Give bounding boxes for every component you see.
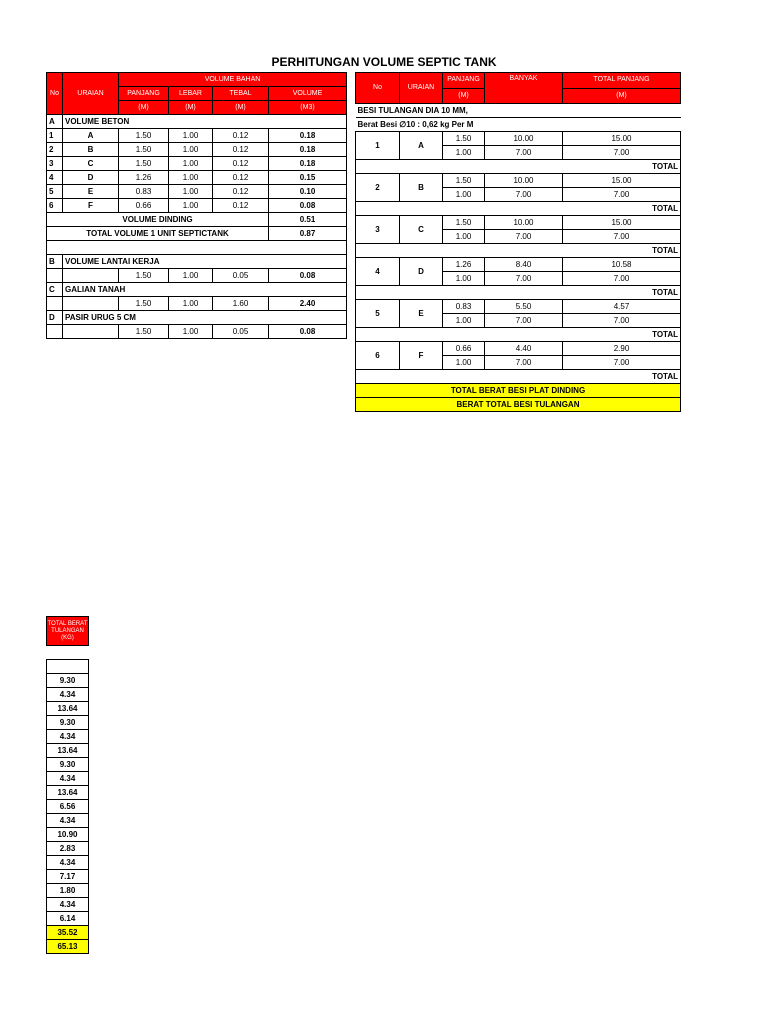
tebal-cell: 0.12 [213,185,269,199]
total-panjang-cell: 7.00 [563,272,681,286]
banyak-cell: 8.40 [485,258,563,272]
tebal-cell: 0.05 [213,325,269,339]
header-no: No [47,73,63,115]
panjang-cell: 1.00 [443,356,485,370]
total-volume-label: TOTAL VOLUME 1 UNIT SEPTICTANK [47,227,269,241]
total-label: TOTAL [356,328,681,342]
table-row [47,926,89,940]
table-row [47,814,89,828]
lebar-cell: 1.00 [169,171,213,185]
spacer-row [47,660,89,674]
header-banyak: BANYAK [485,73,563,104]
volume-dinding-value: 0.51 [269,213,347,227]
total-berat-cell: 13.64 [47,702,89,716]
berat-total-besi-tulangan: BERAT TOTAL BESI TULANGAN [356,398,681,412]
panjang-cell: 1.50 [119,157,169,171]
row-no: 5 [356,300,400,328]
table-row [47,716,89,730]
table-row [47,856,89,870]
total-berat-cell: 13.64 [47,786,89,800]
table-row [356,258,681,272]
header-unit: (M) [213,101,269,115]
table-row [47,828,89,842]
total-label: TOTAL [356,202,681,216]
grand-total-cell: 65.13 [47,940,89,954]
table-row [47,758,89,772]
panjang-cell: 1.00 [443,314,485,328]
row-no: 5 [47,185,63,199]
banyak-cell: 7.00 [485,146,563,160]
grand-total-cell: 35.52 [47,926,89,940]
table-row [47,744,89,758]
total-berat-cell: 10.90 [47,828,89,842]
banyak-cell: 7.00 [485,356,563,370]
row-no: 2 [356,174,400,202]
table-row [47,674,89,688]
row-no: 6 [356,342,400,370]
header-unit: (M) [563,88,681,104]
table-row [47,786,89,800]
panjang-cell: 1.00 [443,146,485,160]
banyak-cell: 7.00 [485,272,563,286]
table-row [47,842,89,856]
panjang-cell: 0.66 [119,199,169,213]
panjang-cell: 0.83 [443,300,485,314]
total-label: TOTAL [356,244,681,258]
total-berat-plat-dinding: TOTAL BERAT BESI PLAT DINDING [356,384,681,398]
table-row [47,884,89,898]
table-row [47,129,347,143]
tebal-cell: 0.05 [213,269,269,283]
tebal-cell: 1.60 [213,297,269,311]
total-label: TOTAL [356,370,681,384]
header-unit: (M3) [269,101,347,115]
total-panjang-cell: 2.90 [563,342,681,356]
panjang-cell: 1.50 [443,174,485,188]
header-unit: (M) [443,88,485,104]
tebal-cell: 0.12 [213,157,269,171]
section-code: A [47,115,63,129]
total-panjang-cell: 7.00 [563,146,681,160]
header-volume: VOLUME [269,87,347,101]
table-row [47,171,347,185]
lebar-cell: 1.00 [169,157,213,171]
row-no: 1 [356,132,400,160]
total-panjang-cell: 15.00 [563,132,681,146]
total-berat-cell: 9.30 [47,758,89,772]
volume-cell: 0.18 [269,157,347,171]
total-row [356,286,681,300]
total-label: TOTAL [356,160,681,174]
tebal-cell: 0.12 [213,143,269,157]
lebar-cell: 1.00 [169,325,213,339]
lebar-cell: 1.00 [169,185,213,199]
row-uraian: F [400,342,443,370]
panjang-cell: 1.50 [443,216,485,230]
total-panjang-cell: 7.00 [563,230,681,244]
panjang-cell: 1.50 [119,297,169,311]
total-berat-cell: 9.30 [47,674,89,688]
total-berat-cell: 4.34 [47,814,89,828]
table-row [47,870,89,884]
panjang-cell: 1.00 [443,272,485,286]
header-panjang: PANJANG [443,73,485,89]
total-volume-value: 0.87 [269,227,347,241]
note-berat-besi: Berat Besi ∅10 : 0,62 kg Per M [356,118,681,132]
header-unit: (M) [119,101,169,115]
panjang-cell: 0.83 [119,185,169,199]
total-berat-cell: 4.34 [47,730,89,744]
row-uraian: D [400,258,443,286]
total-panjang-cell: 7.00 [563,314,681,328]
row-uraian: B [400,174,443,202]
total-panjang-cell: 15.00 [563,174,681,188]
tebal-cell: 0.12 [213,129,269,143]
header-no: No [356,73,400,104]
volume-cell: 0.08 [269,269,347,283]
table-row [47,199,347,213]
banyak-cell: 7.00 [485,230,563,244]
total-berat-table [46,616,89,954]
row-no: 3 [356,216,400,244]
volume-cell: 0.08 [269,199,347,213]
volume-cell: 0.18 [269,143,347,157]
row-no: 1 [47,129,63,143]
total-label: TOTAL [356,286,681,300]
total-berat-cell: 2.83 [47,842,89,856]
lebar-cell: 1.00 [169,143,213,157]
section-code: C [47,283,63,297]
note-besi-tulangan: BESI TULANGAN DIA 10 MM, [356,104,681,118]
total-row [356,160,681,174]
header-tebal: TEBAL [213,87,269,101]
section-label: PASIR URUG 5 CM [63,311,347,325]
total-berat-cell: 4.34 [47,898,89,912]
total-berat-cell: 6.14 [47,912,89,926]
total-row [356,328,681,342]
lebar-cell: 1.00 [169,269,213,283]
table-row [47,185,347,199]
total-berat-cell: 6.56 [47,800,89,814]
row-uraian: D [63,171,119,185]
total-berat-cell: 1.80 [47,884,89,898]
table-row [47,702,89,716]
row-uraian: C [400,216,443,244]
total-berat-cell: 7.17 [47,870,89,884]
tebal-cell: 0.12 [213,171,269,185]
table-row [47,940,89,954]
total-berat-cell: 4.34 [47,772,89,786]
table-row [47,898,89,912]
table-row [356,174,681,188]
table-row [47,143,347,157]
row-uraian: C [63,157,119,171]
total-berat-cell: 9.30 [47,716,89,730]
spacer-row [47,241,347,255]
lebar-cell: 1.00 [169,297,213,311]
panjang-cell: 1.50 [119,129,169,143]
table-row [356,216,681,230]
row-no: 2 [47,143,63,157]
section-label: GALIAN TANAH [63,283,347,297]
header-panjang: PANJANG [119,87,169,101]
lebar-cell: 1.00 [169,129,213,143]
panjang-cell: 1.00 [443,188,485,202]
banyak-cell: 4.40 [485,342,563,356]
total-row [356,370,681,384]
row-no: 3 [47,157,63,171]
header-lebar: LEBAR [169,87,213,101]
panjang-cell: 1.00 [443,230,485,244]
table-row [47,157,347,171]
table-row [47,730,89,744]
section-label: VOLUME BETON [63,115,347,129]
row-uraian: E [400,300,443,328]
row-uraian: A [63,129,119,143]
besi-tulangan-table [355,72,681,412]
volume-cell: 0.08 [269,325,347,339]
total-panjang-cell: 7.00 [563,188,681,202]
banyak-cell: 10.00 [485,132,563,146]
section-label: VOLUME LANTAI KERJA [63,255,347,269]
row-uraian: A [400,132,443,160]
row-no: 4 [47,171,63,185]
table-row [47,800,89,814]
panjang-cell: 0.66 [443,342,485,356]
header-total-panjang: TOTAL PANJANG [563,73,681,89]
panjang-cell: 1.26 [443,258,485,272]
volume-cell: 0.15 [269,171,347,185]
total-row [356,244,681,258]
panjang-cell: 1.50 [119,269,169,283]
total-berat-cell: 4.34 [47,688,89,702]
header-total-berat: TOTAL BERAT TULANGAN (KG) [47,617,89,646]
table-row [356,132,681,146]
total-row [356,202,681,216]
row-uraian: B [63,143,119,157]
panjang-cell: 1.50 [119,143,169,157]
panjang-cell: 1.50 [119,325,169,339]
total-panjang-cell: 15.00 [563,216,681,230]
total-panjang-cell: 7.00 [563,356,681,370]
total-berat-cell: 4.34 [47,856,89,870]
row-uraian: F [63,199,119,213]
header-unit: (M) [169,101,213,115]
total-berat-cell: 13.64 [47,744,89,758]
banyak-cell: 7.00 [485,188,563,202]
header-uraian: URAIAN [400,73,443,104]
row-no: 4 [356,258,400,286]
lebar-cell: 1.00 [169,199,213,213]
header-uraian: URAIAN [63,73,119,115]
table-row [356,342,681,356]
panjang-cell: 1.50 [443,132,485,146]
volume-cell: 0.18 [269,129,347,143]
volume-cell: 2.40 [269,297,347,311]
banyak-cell: 10.00 [485,174,563,188]
spacer-row [47,646,89,660]
volume-cell: 0.10 [269,185,347,199]
banyak-cell: 5.50 [485,300,563,314]
tebal-cell: 0.12 [213,199,269,213]
table-row [47,688,89,702]
section-code: D [47,311,63,325]
header-volume-bahan: VOLUME BAHAN [119,73,347,87]
table-row [47,772,89,786]
table-row [47,912,89,926]
row-uraian: E [63,185,119,199]
total-panjang-cell: 10.58 [563,258,681,272]
volume-bahan-table [46,72,347,339]
row-no: 6 [47,199,63,213]
table-row [356,300,681,314]
volume-dinding-label: VOLUME DINDING [47,213,269,227]
total-panjang-cell: 4.57 [563,300,681,314]
banyak-cell: 10.00 [485,216,563,230]
panjang-cell: 1.26 [119,171,169,185]
section-code: B [47,255,63,269]
page-title: PERHITUNGAN VOLUME SEPTIC TANK [271,55,497,69]
banyak-cell: 7.00 [485,314,563,328]
